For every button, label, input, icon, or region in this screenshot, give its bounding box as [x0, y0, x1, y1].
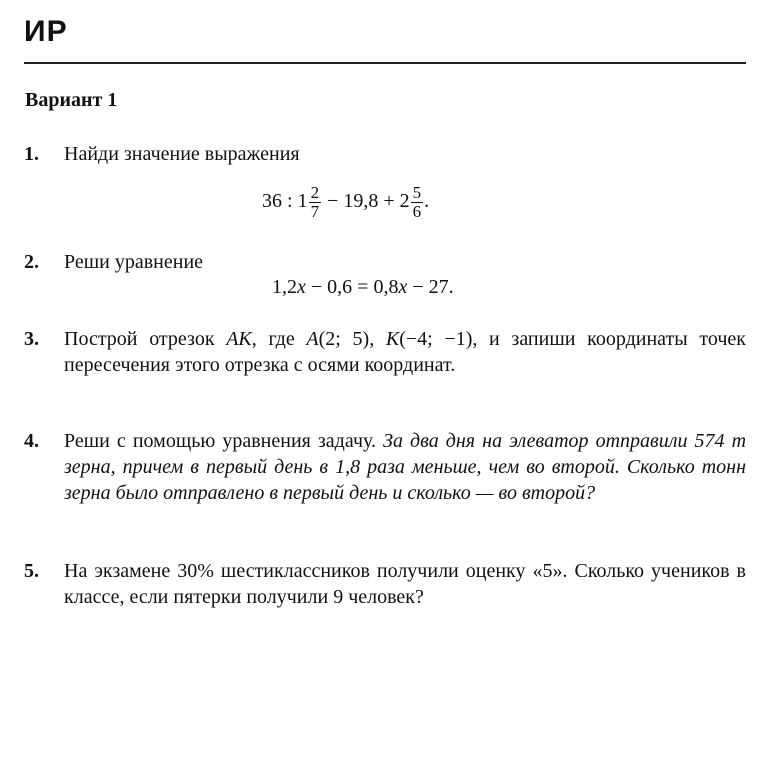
text-run: Реши с помощью уравнения задачу.: [64, 430, 384, 452]
formula-lead: 36 : 1: [262, 190, 308, 213]
formula-variable: x: [297, 276, 306, 298]
task-number: 3.: [24, 328, 39, 350]
task-2-formula: [272, 274, 454, 300]
fraction-2-7: [309, 184, 322, 221]
text-run: (2; 5),: [318, 328, 386, 350]
formula-tail: .: [424, 190, 430, 213]
task-text: Реши уравнение: [64, 251, 204, 273]
task-text: На экзамене 30% шестиклассников получили оценку «5». Сколько учеников в классе, если пятерки получили 9 человек?: [64, 560, 746, 608]
task-number: 4.: [24, 430, 39, 452]
point-name: A: [306, 328, 319, 350]
formula-part: − 27.: [407, 276, 454, 298]
fraction-numerator: 2: [310, 183, 320, 202]
formula-middle: − 19,8 + 2: [322, 190, 410, 213]
page-title: ИР: [24, 15, 68, 48]
task-text: Найди значение выражения: [64, 143, 300, 165]
task-3: [24, 326, 746, 378]
point-name: K: [385, 328, 400, 350]
problem-statement: За два дня на элеватор отправили 574 т зерна, причем в первый день в 1,8 раза меньше, чем во второй. Сколько тонн зерна было отправлено в первый день и сколько — во второй?: [64, 430, 747, 504]
task-number: 1.: [24, 143, 39, 165]
task-text: [64, 428, 746, 506]
fraction-numerator: 5: [412, 183, 422, 202]
fraction-5-6: [411, 184, 424, 221]
formula-variable: x: [398, 276, 408, 298]
segment-name: AK: [226, 328, 252, 350]
formula-part: − 0,6 = 0,8: [305, 276, 399, 298]
task-text: [64, 326, 746, 378]
task-1-formula: [262, 184, 429, 221]
task-5: [24, 558, 746, 610]
variant-title: Вариант 1: [25, 89, 118, 111]
text-run: , где: [251, 328, 307, 350]
task-2: [24, 249, 746, 275]
task-number: 2.: [24, 251, 39, 273]
task-4: [24, 428, 746, 506]
fraction-denominator: 6: [412, 202, 422, 221]
task-1: [24, 141, 746, 167]
formula-part: 1,2: [272, 276, 297, 298]
text-run: Построй отрезок: [64, 328, 227, 350]
header-divider: [24, 62, 746, 64]
task-number: 5.: [24, 560, 39, 582]
fraction-denominator: 7: [310, 202, 320, 221]
text-run: (−4; −1), и запиши координаты точек пересечения этого отрезка с осями координат.: [64, 328, 746, 376]
